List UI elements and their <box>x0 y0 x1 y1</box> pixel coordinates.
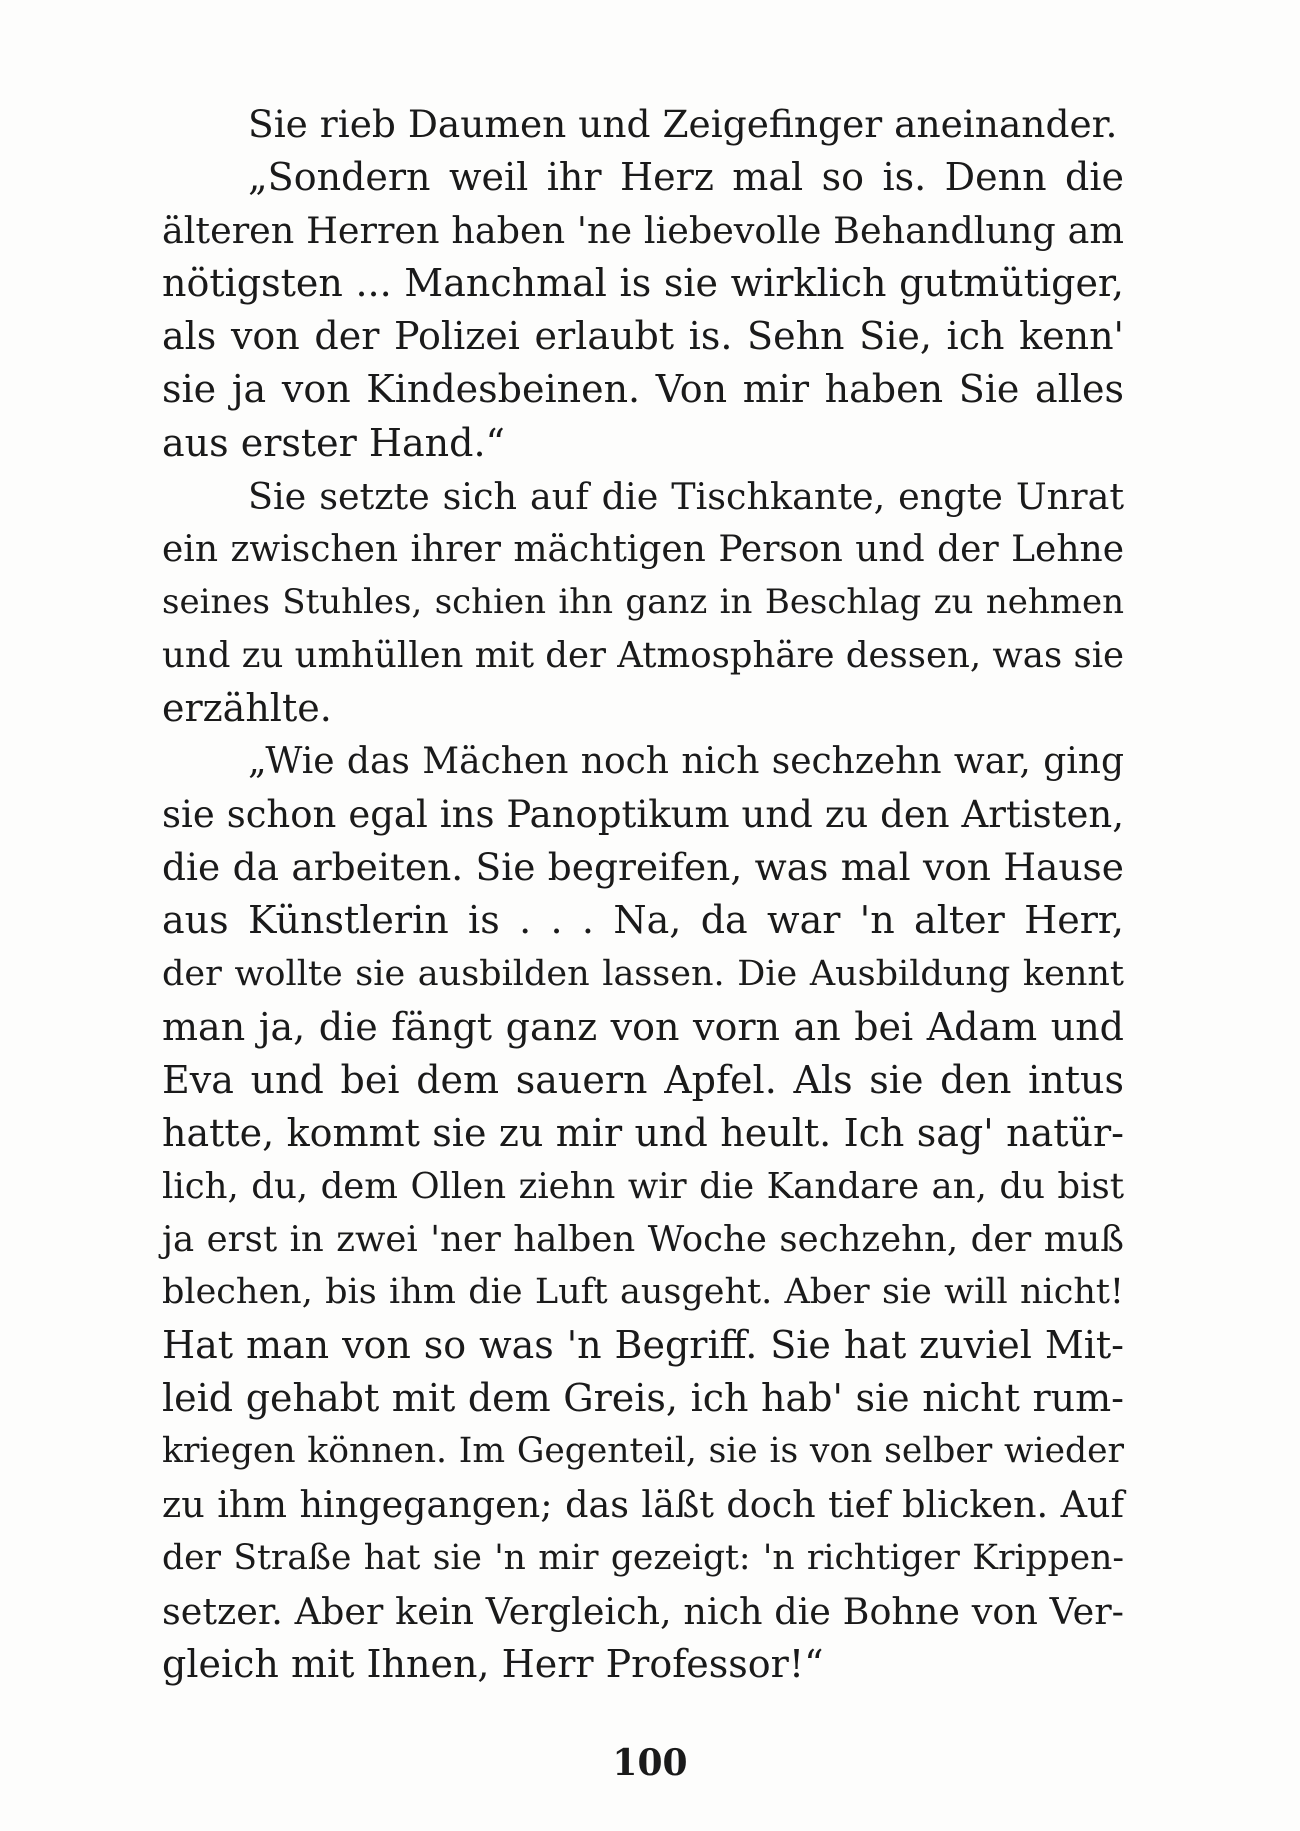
text-line: sie ja von Kindesbeinen. Von mir haben Sie alles <box>162 367 1124 412</box>
text-line: als von der Polizei erlaubt is. Sehn Sie, ich kenn' <box>162 314 1124 359</box>
text-line: der Straße hat sie 'n mir gezeigt: 'n richtiger Krippen- <box>162 1537 1124 1578</box>
text-line: zu ihm hingegangen; das läßt doch tief blicken. Auf <box>162 1483 1124 1527</box>
text-line: Sie setzte sich auf die Tischkante, engte Unrat <box>248 474 1124 518</box>
text-line: sie schon egal ins Panoptikum und zu den Artisten, <box>162 793 1124 837</box>
text-line: leid gehabt mit dem Greis, ich hab' sie nicht rum- <box>162 1376 1124 1421</box>
text-line: „Sondern weil ihr Herz mal so is. Denn die <box>248 155 1124 200</box>
page-number: 100 <box>612 1742 688 1784</box>
text-line: der wollte sie ausbilden lassen. Die Ausbildung kennt <box>162 953 1124 994</box>
text-line: ein zwischen ihrer mächtigen Person und der Lehne <box>162 528 1124 570</box>
text-line: seines Stuhles, schien ihn ganz in Beschlag zu nehmen <box>162 581 1124 622</box>
text-line: Hat man von so was 'n Begriff. Sie hat zuviel Mit- <box>162 1323 1124 1368</box>
text-line: und zu umhüllen mit der Atmosphäre dessen, was sie <box>162 634 1125 676</box>
page-text <box>162 98 1124 1691</box>
text-line: gleich mit Ihnen, Herr Professor!“ <box>162 1641 824 1686</box>
text-line: „Wie das Mächen noch nich sechzehn war, ging <box>248 741 1124 783</box>
text-line: älteren Herren haben 'ne liebevolle Behandlung am <box>162 209 1124 253</box>
text-line: blechen, bis ihm die Luft ausgeht. Aber sie will nicht! <box>162 1272 1124 1313</box>
text-line: hatte, kommt sie zu mir und heult. Ich sag' natür- <box>162 1110 1124 1155</box>
text-line: erzählte. <box>162 686 332 731</box>
text-line: setzer. Aber kein Vergleich, nich die Bohne von Ver- <box>162 1589 1124 1633</box>
text-line: aus Künstlerin is . . . Na, da war 'n alter Herr, <box>162 898 1124 943</box>
text-line: lich, du, dem Ollen ziehn wir die Kandare an, du bist <box>162 1165 1124 1207</box>
text-line: aus erster Hand.“ <box>162 420 505 465</box>
text-line: kriegen können. Im Gegenteil, sie is von selber wieder <box>162 1431 1124 1472</box>
text-line: ja erst in zwei 'ner halben Woche sechzehn, der muß <box>162 1218 1124 1260</box>
text-line: Sie rieb Daumen und Zeigefinger aneinander. <box>248 102 1118 146</box>
text-line: man ja, die fängt ganz von vorn an bei Adam und <box>162 1004 1124 1049</box>
text-line: die da arbeiten. Sie begreifen, was mal von Hause <box>162 845 1124 890</box>
text-line: nötigsten ... Manchmal is sie wirklich gutmütiger, <box>162 261 1124 306</box>
text-line: Eva und bei dem sauern Apfel. Als sie den intus <box>162 1057 1124 1102</box>
